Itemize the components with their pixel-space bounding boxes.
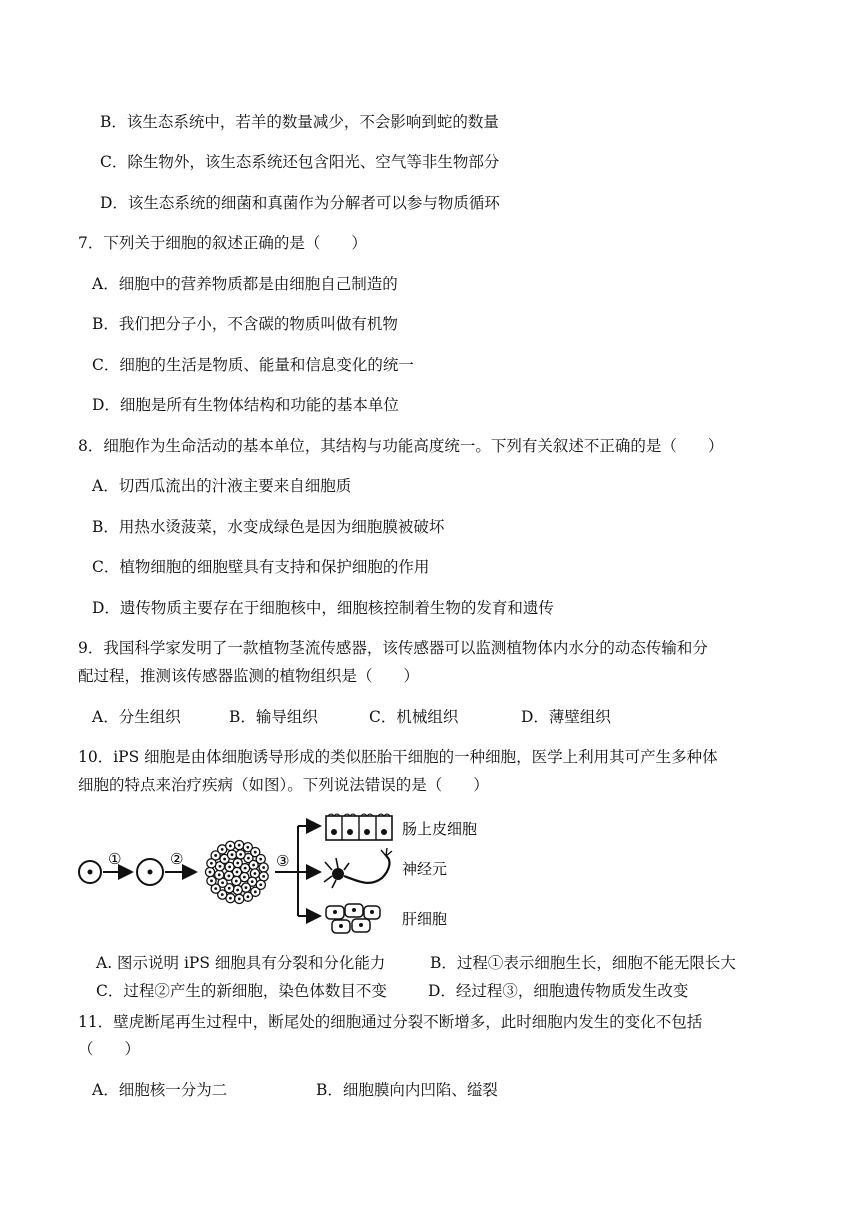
q7-option-d: D．细胞是所有生物体结构和功能的基本单位: [92, 396, 399, 414]
q10-option-c: C．过程②产生的新细胞，染色体数目不变: [96, 982, 387, 1000]
cluster-cell-nucleus: [228, 865, 231, 868]
cluster-cell-nucleus: [238, 898, 241, 901]
q9-option-a: A．分生组织: [92, 708, 181, 726]
cluster-cell-nucleus: [231, 853, 234, 856]
cluster-cell-nucleus: [259, 858, 262, 861]
q10-option-a: A. 图示说明 iPS 细胞具有分裂和分化能力: [96, 954, 386, 972]
cluster-cell-nucleus: [246, 895, 249, 898]
q9-stem-line2: 配过程，推测该传感器监测的植物组织是（ ）: [78, 667, 420, 685]
q9-stem-line1: 9．我国科学家发明了一款植物茎流传感器，该传感器可以监测植物体内水分的动态传输和分: [78, 639, 708, 657]
q11-stem-line1: 11．壁虎断尾再生过程中，断尾处的细胞通过分裂不断增多，此时细胞内发生的变化不包括: [78, 1013, 703, 1031]
cluster-cell-nucleus: [254, 890, 257, 893]
cluster-cell-nucleus: [221, 848, 224, 851]
ips-diagram-svg: [70, 812, 490, 942]
q11-option-a: A．细胞核一分为二: [92, 1081, 228, 1099]
q6-option-b: B．该生态系统中，若羊的数量减少，不会影响到蛇的数量: [100, 113, 499, 131]
q7-option-c: C．细胞的生活是物质、能量和信息变化的统一: [92, 356, 414, 374]
q8-option-d: D．遗传物质主要存在于细胞核中，细胞核控制着生物的发育和遗传: [92, 599, 554, 617]
cluster-cell-nucleus: [239, 853, 242, 856]
cluster-cell-nucleus: [262, 866, 265, 869]
cluster-cell-nucleus: [259, 883, 262, 886]
q8-option-c: C．植物细胞的细胞壁具有支持和保护细胞的作用: [92, 558, 430, 576]
cluster-cell-nucleus: [247, 857, 250, 860]
cluster-cell-nucleus: [214, 887, 217, 890]
liver-cells-icon: [326, 904, 380, 933]
cluster-cell-nucleus: [246, 846, 249, 849]
cluster-cell-nucleus: [228, 887, 231, 890]
cluster-cell-nucleus: [243, 876, 246, 879]
ips-cell-diagram: [70, 812, 490, 942]
ips-cell-grown: [137, 859, 163, 885]
q11-stem-line2: （ ）: [78, 1040, 141, 1058]
cluster-cell-nucleus: [229, 897, 232, 900]
label-neuron: 神经元: [402, 860, 448, 878]
cluster-cell-nucleus: [236, 862, 239, 865]
q7-option-a: A．细胞中的营养物质都是由细胞自己制造的: [92, 275, 398, 293]
q6-option-d: D．该生态系统的细菌和真菌作为分解者可以参与物质循环: [100, 194, 500, 212]
cluster-cell-nucleus: [236, 871, 239, 874]
cluster-cell-nucleus: [209, 871, 212, 874]
cluster-cell-nucleus: [229, 844, 232, 847]
neuron-icon: [324, 848, 392, 888]
cluster-cell-nucleus: [223, 858, 226, 861]
cluster-cell-nucleus: [227, 874, 230, 877]
cluster-cell-nucleus: [238, 844, 241, 847]
q9-option-d: D．薄壁组织: [521, 708, 611, 726]
cluster-cell-nucleus: [210, 862, 213, 865]
step3-label: ③: [276, 852, 290, 870]
label-liver-cells: 肝细胞: [402, 910, 448, 928]
cluster-cell-nucleus: [210, 879, 213, 882]
cluster-cell-nucleus: [254, 872, 257, 875]
q7-stem: 7．下列关于细胞的叙述正确的是（ ）: [78, 234, 367, 252]
q10-stem-line1: 10．iPS 细胞是由体细胞诱导形成的类似胚胎干细胞的一种细胞，医学上利用其可产生多种体: [78, 748, 718, 766]
q11-option-b: B．细胞膜向内凹陷、缢裂: [316, 1081, 498, 1099]
q8-stem: 8．细胞作为生命活动的基本单位，其结构与功能高度统一。下列有关叙述不正确的是（ ）: [78, 437, 724, 455]
cluster-cell-nucleus: [244, 867, 247, 870]
cluster-cell-nucleus: [221, 893, 224, 896]
q10-option-b: B．过程①表示细胞生长，细胞不能无限长大: [430, 954, 736, 972]
q8-option-b: B．用热水烫菠菜，水变成绿色是因为细胞膜被破坏: [92, 518, 445, 536]
cluster-cell-nucleus: [252, 864, 255, 867]
cluster-cell-nucleus: [218, 873, 221, 876]
intestinal-cells-icon: [326, 814, 392, 840]
q6-option-c: C．除生物外，该生态系统还包含阳光、空气等非生物部分: [100, 153, 500, 171]
q9-option-c: C．机械组织: [369, 708, 459, 726]
cluster-cell-nucleus: [254, 851, 257, 854]
q7-option-b: B．我们把分子小，不含碳的物质叫做有机物: [92, 315, 398, 333]
cluster-cell-nucleus: [262, 875, 265, 878]
cluster-cell-nucleus: [235, 880, 238, 883]
cell-cluster: [205, 840, 268, 903]
cluster-cell-nucleus: [221, 881, 224, 884]
ips-cell-initial: [79, 861, 101, 883]
step1-label: ①: [108, 850, 122, 868]
cluster-cell-nucleus: [219, 865, 222, 868]
q8-option-a: A．切西瓜流出的汁液主要来自细胞质: [92, 477, 352, 495]
q10-option-d: D．经过程③，细胞遗传物质发生改变: [428, 982, 689, 1000]
step2-label: ②: [170, 850, 184, 868]
cluster-cell-nucleus: [236, 889, 239, 892]
q10-stem-line2: 细胞的特点来治疗疾病（如图）。下列说法错误的是（ ）: [78, 776, 489, 794]
q9-option-b: B．输导组织: [229, 708, 318, 726]
cluster-cell-nucleus: [214, 854, 217, 857]
label-intestinal-cells: 肠上皮细胞: [402, 820, 478, 838]
cluster-cell-nucleus: [251, 880, 254, 883]
cluster-cell-nucleus: [245, 886, 248, 889]
